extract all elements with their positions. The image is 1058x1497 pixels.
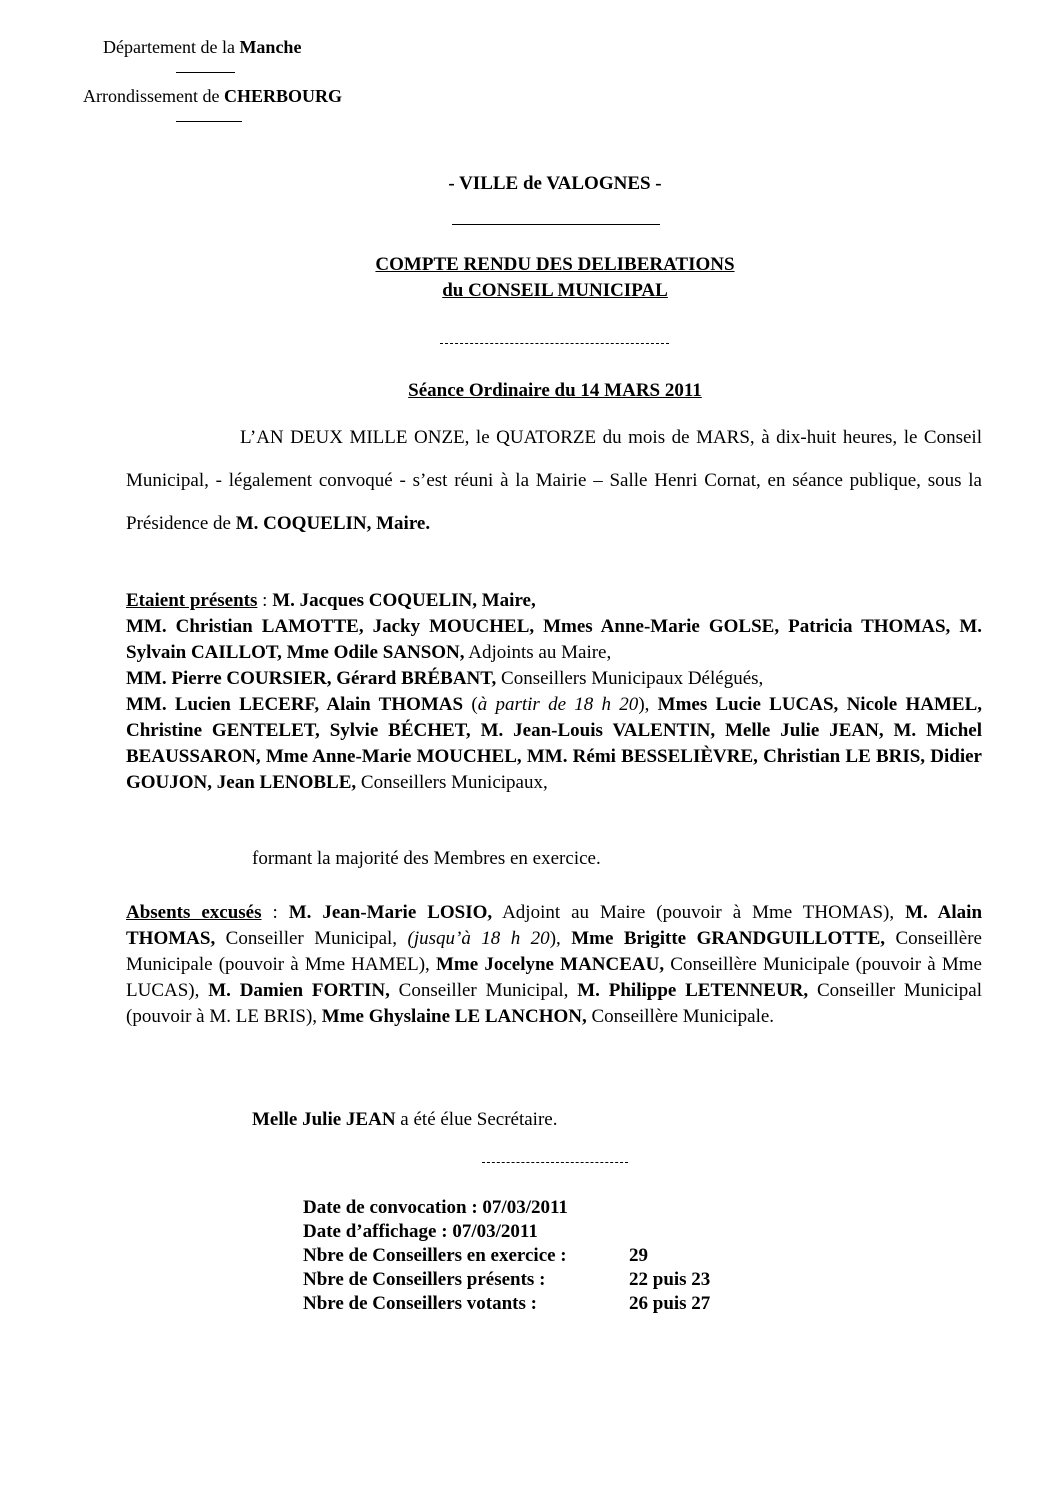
title-line-2: du CONSEIL MUNICIPAL — [442, 280, 668, 301]
departement-name: Manche — [239, 37, 302, 57]
intro-paragraph — [126, 416, 982, 545]
stats-block — [303, 1196, 710, 1316]
secretaire-dash-divider — [482, 1162, 628, 1163]
presents-maire: M. Jacques COQUELIN, Maire, — [272, 590, 536, 611]
intro-president: M. COQUELIN, Maire. — [235, 513, 431, 534]
departement-prefix: Département de la — [103, 37, 240, 57]
presents-conseillers-1: MM. Lucien LECERF, Alain THOMAS — [126, 694, 464, 715]
presents-paragraph: Etaient présents : M. Jacques COQUELIN, Maire, MM. Christian LAMOTTE, Jacky MOUCHEL, Mmes Anne-Marie GOLSE, Patricia THOMAS, M. Sylvain CAILLOT, Mme Odile SANSON, Adjoints au Maire, MM. Pierre COURSIER, Gérard BRÉBANT, Conseillers Municipaux Délégués, MM. Lucien LECERF, Alain THOMAS (à partir de 18 h 20), Mmes Lucie LUCAS, Nicole HAMEL, Christine GENTELET, Sylvie BÉCHET, M. Jean-Louis VALENTIN, Melle Julie JEAN, M. Michel BEAUSSARON, Mme Anne-Marie MOUCHEL, MM. Rémi BESSELIÈVRE, Christian LE BRIS, Didier GOUJON, Jean LENOBLE, Conseillers Municipaux, — [126, 590, 983, 793]
intro-text: L’AN DEUX MILLE ONZE, le QUATORZE du mois de MARS, à dix-huit heures, le Conseil Municipal, - légalement convoqué - s’est réuni à la Mairie – Salle Henri Cornat, en séance publique, sous la Présidence de — [126, 427, 982, 534]
presents-conseillers-2: Mmes Lucie LUCAS, Nicole HAMEL, Christine GENTELET, Sylvie BÉCHET, M. Jean-Louis VALENTIN, Melle Julie JEAN, M. Michel BEAUSSARON, Mme Anne-Marie MOUCHEL, MM. Rémi BESSELIÈVRE, Christian LE BRIS, Didier GOUJON, Jean LENOBLE, — [126, 694, 983, 793]
stats-row: Nbre de Conseillers présents : 22 puis 23 — [303, 1269, 711, 1290]
arrondissement-name: CHERBOURG — [223, 86, 342, 106]
presents-delegues: MM. Pierre COURSIER, Gérard BRÉBANT, — [126, 668, 497, 689]
header-divider-1 — [176, 72, 235, 73]
stats-row: Nbre de Conseillers votants : 26 puis 27 — [303, 1293, 711, 1314]
ville-heading: - VILLE de VALOGNES - — [448, 173, 662, 194]
stats-row: Date de convocation : 07/03/2011 — [303, 1197, 568, 1218]
departement-line — [103, 37, 301, 58]
absents-paragraph: Absents excusés : M. Jean-Marie LOSIO, Adjoint au Maire (pouvoir à Mme THOMAS), M. Alain THOMAS, Conseiller Municipal, (jusqu’à 18 h 20), Mme Brigitte GRANDGUILLOTTE, Conseillère Municipale (pouvoir à Mme HAMEL), Mme Jocelyne MANCEAU, Conseillère Municipale (pouvoir à Mme LUCAS), M. Damien FORTIN, Conseiller Municipal, M. Philippe LETENNEUR, Conseiller Municipal (pouvoir à M. LE BRIS), Mme Ghyslaine LE LANCHON, Conseillère Municipale. — [126, 902, 983, 1027]
title-dash-divider — [440, 343, 669, 344]
absents-label: Absents excusés — [126, 902, 262, 923]
majorite-line: formant la majorité des Membres en exercice. — [252, 848, 601, 869]
ville-underline — [452, 224, 660, 225]
arrondissement-line — [83, 86, 342, 107]
stats-row: Nbre de Conseillers en exercice : 29 — [303, 1245, 648, 1266]
title-line-1: COMPTE RENDU DES DELIBERATIONS — [375, 254, 735, 275]
header-divider-2 — [176, 121, 242, 122]
secretaire-line: Melle Julie JEAN a été élue Secrétaire. — [252, 1109, 558, 1130]
presents-adjoints: MM. Christian LAMOTTE, Jacky MOUCHEL, Mmes Anne-Marie GOLSE, Patricia THOMAS, M. Sylvain CAILLOT, Mme Odile SANSON, — [126, 616, 982, 663]
seance-heading: Séance Ordinaire du 14 MARS 2011 — [408, 380, 702, 401]
document-title — [300, 252, 810, 304]
arrondissement-prefix: Arrondissement de — [83, 86, 224, 106]
presents-label: Etaient présents — [126, 590, 258, 611]
stats-row: Date d’affichage : 07/03/2011 — [303, 1221, 538, 1242]
